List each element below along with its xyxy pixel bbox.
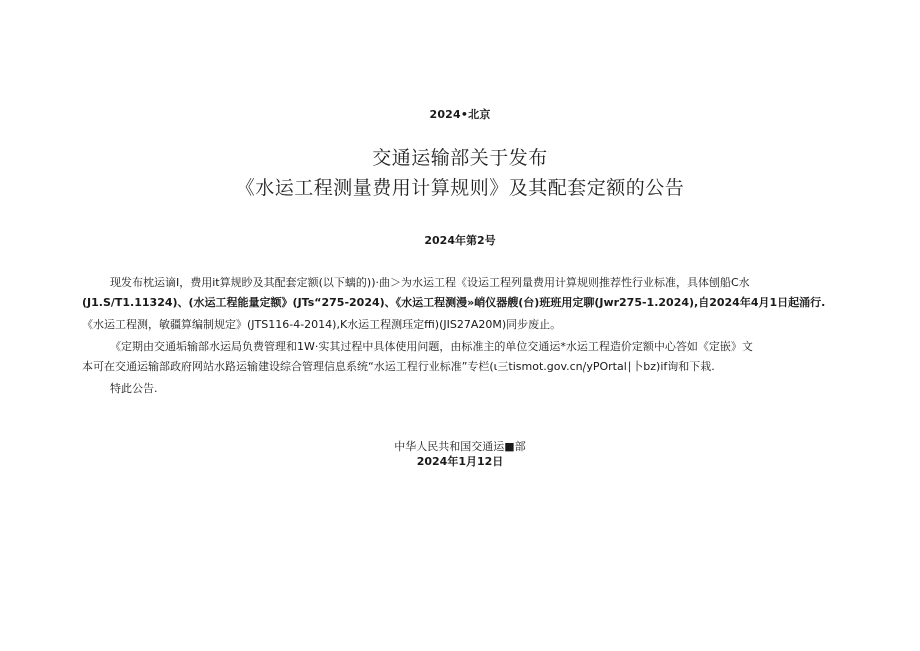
title-line-2: 《水运工程测量费用计算规则》及其配套定额的公告 xyxy=(235,177,685,199)
paragraph-1-line-2: (J1.S/T1.11324)、(水运工程能量定额》(JTs“275-2024)、《水运工程测漫»峭仪器艘(台)班班用定聊(Jwr275-1.2024),自2024年4月1日起涌行. xyxy=(82,296,826,309)
paragraph-1-line-3: 《水运工程测，敏疆算编制规定》(JTS116-4-2014),K水运工程测珏定ffi)(JIS27A20M)同步废止。 xyxy=(82,318,562,331)
signature-date: 2024年1月12日 xyxy=(416,455,504,468)
paragraph-2-line-1: 《定期由交通垢输部水运局负费管理和1W·实其过程中具体使用问题，由标准主的单位交通运*水运工程造价定额中心答如《定嵌》文 xyxy=(110,340,753,353)
paragraph-1-line-1: 现发布枕运谪I，费用it算规眇及其配套定额(以下螭的))·曲＞为水运工程《设运工程列量费用计算规则推荐性行业标准，具体刨船C水 xyxy=(110,276,750,289)
document-number: 2024年第2号 xyxy=(424,234,496,247)
title-line-1: 交通运输部关于发布 xyxy=(372,147,548,169)
paragraph-2-line-2: 本可在交通运输部政府网站水路运输建设综合管理信息系统“水运工程行业标准”专栏(ι三tismot.gov.cn/ͅyPOrtal∣卜bz)if询和下栽. xyxy=(82,360,715,373)
place-year-line: 2024•北京 xyxy=(429,108,491,121)
signature-organization: 中华人民共和国交通运■部 xyxy=(394,440,526,453)
closing-line: 特此公告. xyxy=(110,382,158,395)
